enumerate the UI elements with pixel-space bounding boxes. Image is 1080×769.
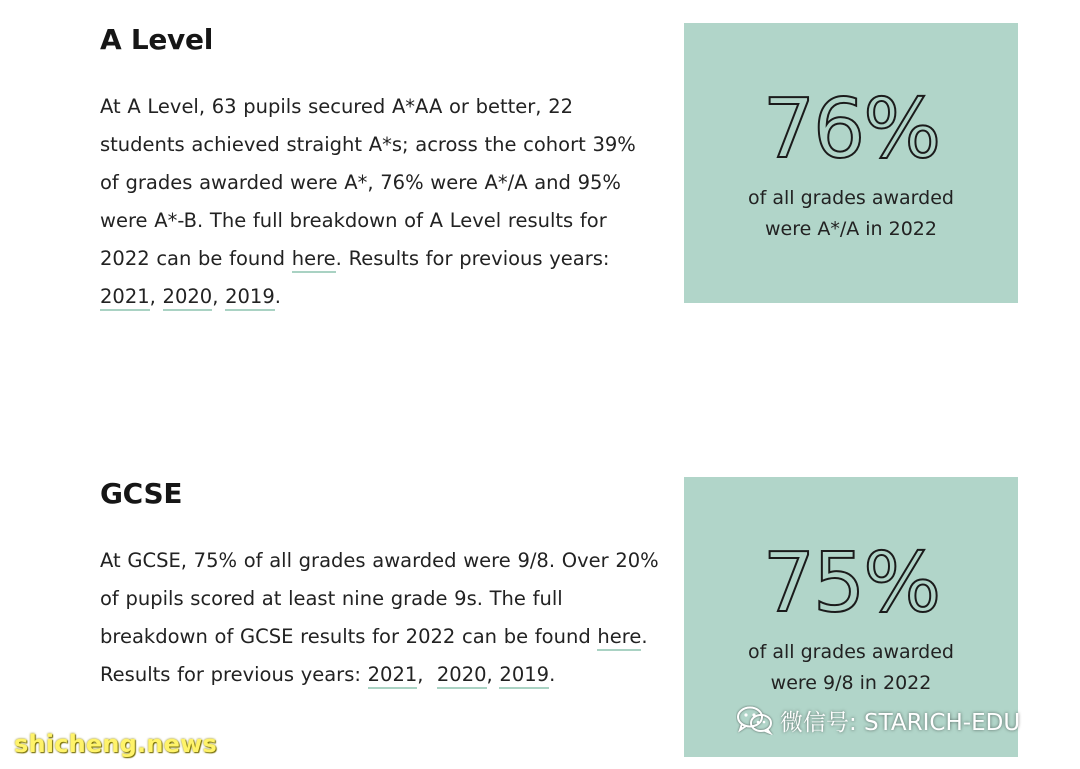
wechat-id-text: 微信号: STARICH-EDU [780,709,1021,736]
a-level-2019-link[interactable]: 2019 [225,285,275,311]
a-level-here-link[interactable]: here [292,247,336,273]
a-level-section [100,20,660,316]
a-level-heading: A Level [100,23,213,56]
gcse-heading: GCSE [100,477,183,510]
gcse-here-link[interactable]: here [597,625,641,651]
a-level-text-end: . [274,285,281,308]
a-level-paragraph [100,88,660,316]
a-level-stat-value: 76% [762,82,940,177]
gcse-text-end: . [549,663,556,686]
a-level-stat-caption: of all grades awarded were A*/A in 2022 [748,187,954,240]
gcse-section [100,474,660,694]
a-level-text-1: At A Level, 63 pupils secured A*AA or better, 22 students achieved straight A*s; across the cohort 39% of grades awarded were A*, 76% were A*/A and 95% were A*-B. The full breakdown of A Level results for 2022 can be found [100,95,636,270]
gcse-paragraph [100,542,660,694]
gcse-sep-2: , [486,663,500,686]
wechat-watermark [736,702,1020,738]
a-level-2021-link[interactable]: 2021 [100,285,150,311]
a-level-text-2: . Results for previous years: [335,247,610,270]
gcse-2020-link[interactable]: 2020 [437,663,487,689]
a-level-sep-2: , [212,285,226,308]
gcse-stat-caption: of all grades awarded were 9/8 in 2022 [748,641,954,694]
gcse-sep-1: , [417,663,437,686]
gcse-2019-link[interactable]: 2019 [499,663,549,689]
wechat-icon [736,705,774,735]
a-level-stat-box [684,23,1018,303]
gcse-text-2: . Results for previous years: [100,625,648,686]
a-level-2020-link[interactable]: 2020 [163,285,213,311]
a-level-sep-1: , [149,285,163,308]
gcse-text-1: At GCSE, 75% of all grades awarded were 9/8. Over 20% of pupils scored at least nine grade 9s. The full breakdown of GCSE results for 2022 can be found [100,549,659,648]
gcse-stat-value: 75% [762,536,940,631]
site-watermark: shicheng.news [14,730,217,758]
gcse-2021-link[interactable]: 2021 [368,663,418,689]
